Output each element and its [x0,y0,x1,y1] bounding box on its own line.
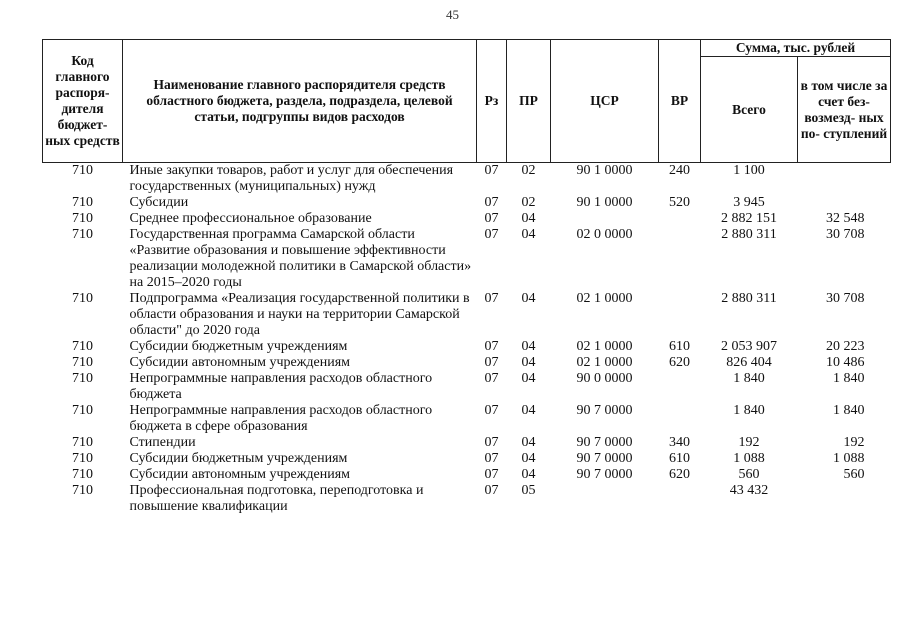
cell-rz: 07 [484,451,499,466]
cell-pr: 04 [521,339,536,354]
cell-code: 710 [72,291,93,306]
header-sum-group: Сумма, тыс. рублей [701,40,891,57]
cell-pr: 04 [521,451,536,466]
cell-free: 30 708 [826,227,865,242]
budget-table [42,39,891,515]
cell-pr: 04 [521,371,536,386]
cell-pr: 04 [521,435,536,450]
table-row [43,227,891,291]
cell-total: 1 840 [733,371,765,386]
cell-free: 192 [843,435,865,450]
cell-pr: 04 [521,467,536,482]
table-row [43,355,891,371]
cell-name: Иные закупки товаров, работ и услуг для обеспечения государственных (муниципальных) нужд [129,163,454,194]
cell-free: 10 486 [826,355,865,370]
cell-csr: 02 1 0000 [576,355,633,370]
cell-code: 710 [72,227,93,242]
cell-free: 20 223 [826,339,865,354]
cell-csr [551,483,659,515]
header-code: Код главного распоря- дителя бюджет- ных средств [43,40,123,163]
cell-vr: 520 [669,195,690,210]
cell-vr: 620 [669,355,690,370]
header-total: Всего [701,57,798,163]
cell-code: 710 [72,403,93,418]
cell-free: 1 088 [833,451,865,466]
cell-total: 826 404 [726,355,772,370]
cell-pr: 04 [521,227,536,242]
cell-rz: 07 [484,435,499,450]
cell-pr: 02 [521,195,536,210]
cell-code: 710 [72,355,93,370]
cell-rz: 07 [484,355,499,370]
cell-total: 1 840 [733,403,765,418]
cell-csr: 90 0 0000 [576,371,633,386]
table-row [43,467,891,483]
table-row [43,339,891,355]
cell-code: 710 [72,435,93,450]
cell-pr: 04 [521,291,536,306]
table-row [43,435,891,451]
cell-total: 2 880 311 [721,291,777,306]
table-row [43,371,891,403]
page-number: 45 [446,7,459,22]
cell-vr [659,291,701,339]
cell-csr: 90 7 0000 [576,435,633,450]
cell-code: 710 [72,451,93,466]
cell-csr: 90 7 0000 [576,451,633,466]
table-row [43,451,891,467]
cell-vr: 620 [669,467,690,482]
header-free: в том числе за счет без- возмезд- ных по- ступлений [798,57,891,163]
cell-total: 1 088 [733,451,765,466]
cell-name: Стипендии [129,435,196,450]
cell-free [798,195,891,211]
cell-free: 32 548 [826,211,865,226]
cell-vr [659,227,701,291]
cell-rz: 07 [484,403,499,418]
cell-vr [659,371,701,403]
cell-free: 30 708 [826,291,865,306]
cell-total: 2 880 311 [721,227,777,242]
table-row [43,403,891,435]
cell-total: 2 882 151 [721,211,777,226]
cell-total: 560 [738,467,760,482]
cell-rz: 07 [484,211,499,226]
cell-total: 2 053 907 [721,339,777,354]
cell-total: 192 [738,435,760,450]
cell-name: Непрограммные направления расходов областного бюджета в сфере образования [129,403,433,434]
cell-csr: 90 1 0000 [576,163,633,178]
cell-name: Субсидии бюджетным учреждениям [129,339,348,354]
cell-code: 710 [72,371,93,386]
cell-name: Подпрограмма «Реализация государственной политики в области образования и науки на территории Самарской области" до 2020 года [129,291,470,338]
header-name: Наименование главного распорядителя средств областного бюджета, раздела, подраздела, целевой статьи, подгруппы видов расходов [123,40,477,163]
cell-total: 1 100 [733,163,765,178]
table-header [43,40,891,163]
cell-total: 3 945 [733,195,765,210]
header-pr: ПР [507,40,551,163]
header-rz: Рз [477,40,507,163]
cell-code: 710 [72,211,93,226]
cell-vr: 610 [669,451,690,466]
cell-name: Субсидии [129,195,189,210]
cell-rz: 07 [484,467,499,482]
table-row [43,483,891,515]
cell-code: 710 [72,195,93,210]
cell-name: Среднее профессиональное образование [129,211,372,226]
cell-vr: 610 [669,339,690,354]
cell-rz: 07 [484,291,499,306]
table-row [43,291,891,339]
cell-name: Субсидии автономным учреждениям [129,355,351,370]
cell-vr [659,211,701,227]
cell-rz: 07 [484,371,499,386]
cell-code: 710 [72,163,93,178]
cell-csr: 90 1 0000 [576,195,633,210]
cell-free: 1 840 [833,403,865,418]
cell-rz: 07 [484,195,499,210]
cell-vr [659,483,701,515]
cell-rz: 07 [484,227,499,242]
header-vr: ВР [659,40,701,163]
cell-free [798,483,891,515]
cell-pr: 04 [521,403,536,418]
cell-csr: 02 1 0000 [576,291,633,306]
cell-code: 710 [72,339,93,354]
cell-free: 560 [843,467,865,482]
cell-vr: 240 [669,163,690,178]
cell-rz: 07 [484,483,499,498]
cell-total: 43 432 [729,483,769,498]
cell-code: 710 [72,467,93,482]
header-csr: ЦСР [551,40,659,163]
table-row [43,195,891,211]
cell-csr: 02 0 0000 [576,227,633,242]
cell-pr: 05 [521,483,536,498]
cell-rz: 07 [484,339,499,354]
cell-free [798,163,891,196]
cell-name: Государственная программа Самарской области «Развитие образования и повышение эффективности реализации молодежной политики в Самарской области» на 2015–2020 годы [129,227,472,290]
cell-pr: 02 [521,163,536,178]
cell-name: Субсидии автономным учреждениям [129,467,351,482]
cell-name: Профессиональная подготовка, переподготовка и повышение квалификации [129,483,424,514]
cell-free: 1 840 [833,371,865,386]
cell-csr: 90 7 0000 [576,467,633,482]
cell-pr: 04 [521,211,536,226]
cell-code: 710 [72,483,93,498]
table-row [43,163,891,196]
cell-name: Непрограммные направления расходов областного бюджета [129,371,433,402]
cell-rz: 07 [484,163,499,178]
table-body [43,163,891,516]
cell-csr: 02 1 0000 [576,339,633,354]
table-row [43,211,891,227]
cell-pr: 04 [521,355,536,370]
cell-csr [551,211,659,227]
cell-name: Субсидии бюджетным учреждениям [129,451,348,466]
cell-csr: 90 7 0000 [576,403,633,418]
cell-vr [659,403,701,435]
cell-vr: 340 [669,435,690,450]
